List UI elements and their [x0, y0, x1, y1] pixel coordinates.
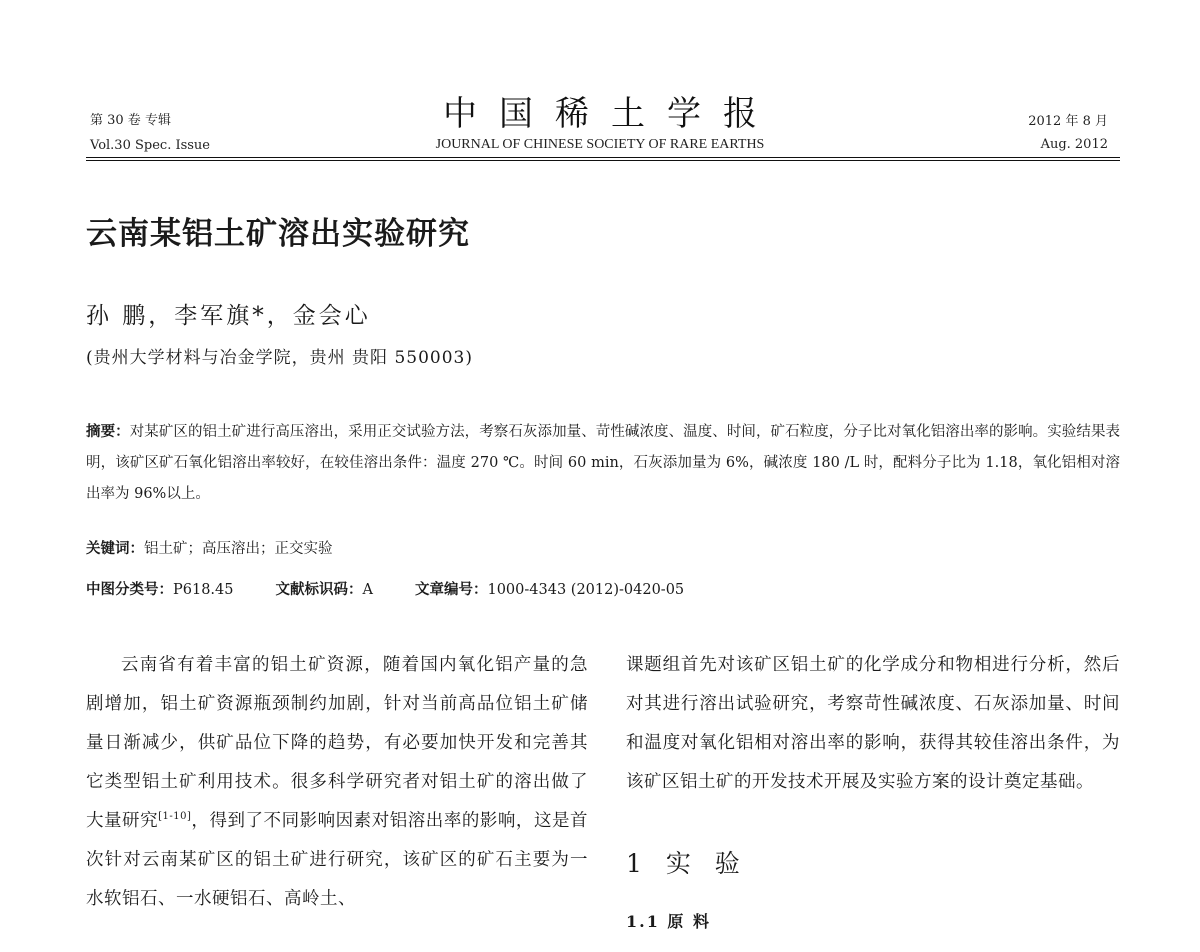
affiliation: (贵州大学材料与冶金学院，贵州 贵阳 550003) — [86, 348, 473, 368]
abstract — [86, 416, 1120, 510]
citation-ref: [1-10] — [158, 811, 192, 823]
intro-text-a: 云南省有着丰富的铝土矿资源，随着国内氧化铝产量的急剧增加，铝土矿资源瓶颈制约加剧，针对当前高品位铝土矿储量日渐减少，供矿品位下降的趋势，有必要加快开发和完善其它类型铝土矿利用技术。很多科学研究者对铝土矿的溶出做了大量研究 — [86, 655, 588, 831]
clc-label: 中图分类号： — [86, 581, 173, 598]
volume-en: Vol.30 Spec. Issue — [90, 138, 210, 153]
article-title: 云南某铝土矿溶出实验研究 — [86, 216, 470, 252]
keywords-label: 关键词： — [86, 540, 144, 557]
header-rule-thin — [86, 160, 1120, 161]
section-heading-1-1: 1.1 原 料 — [626, 912, 711, 931]
keywords-text: 铝土矿；高压溶出；正交实验 — [144, 541, 333, 557]
classification-line — [86, 578, 684, 602]
doc-code-value: A — [362, 582, 373, 598]
journal-title-en: JOURNAL OF CHINESE SOCIETY OF RARE EARTHS — [435, 137, 765, 152]
intro-paragraph — [86, 646, 588, 919]
doc-code-label: 文献标识码： — [275, 581, 363, 598]
journal-title-cn: 中国稀土学报 — [443, 94, 779, 134]
article-no-value: 1000-4343 (2012)-0420-05 — [487, 582, 685, 598]
date-cn: 2012 年 8 月 — [1028, 114, 1108, 129]
clc-value: P618.45 — [173, 582, 234, 598]
section-heading-1: 1 实 验 — [626, 849, 748, 878]
intro-text-b: ，得到了不同影响因素对铝溶出率的影响，这是首次针对云南某矿区的铝土矿进行研究，该矿区的矿石主要为一水软铝石、一水硬铝石、高岭土、 — [86, 811, 589, 909]
header-rule-thick — [86, 157, 1120, 158]
author-list: 孙 鹏，李军旗*，金会心 — [86, 303, 371, 329]
issue-date — [1028, 110, 1108, 156]
abstract-text: 对某矿区的铝土矿进行高压溶出，采用正交试验方法，考察石灰添加量、苛性碱浓度、温度、时间，矿石粒度，分子比对氧化铝溶出率的影响。实验结果表明，该矿区矿石氧化铝溶出率较好，在较佳溶出条件：温度 270 ℃。时间 60 min，石灰添加量为 6%，碱浓度 180 /L 时，配料分子比为 1.18，氧化铝相对溶出率为 96%以上。 — [86, 424, 1121, 502]
date-en: Aug. 2012 — [1040, 137, 1108, 152]
article-no-label: 文章编号： — [414, 581, 488, 598]
intro-paragraph-cont: 课题组首先对该矿区铝土矿的化学成分和物相进行分析，然后对其进行溶出试验研究，考察苛性碱浓度、石灰添加量、时间和温度对氧化铝相对溶出率的影响，获得其较佳溶出条件，为该矿区铝土矿的开发技术开展及实验方案的设计奠定基础。 — [626, 655, 1120, 792]
keywords — [86, 537, 333, 561]
body-right-column — [626, 646, 1120, 802]
abstract-label: 摘要： — [86, 423, 130, 440]
body-left-column — [86, 646, 588, 919]
journal-masthead — [0, 92, 1200, 154]
volume-cn: 第 30 卷 专辑 — [90, 113, 171, 128]
